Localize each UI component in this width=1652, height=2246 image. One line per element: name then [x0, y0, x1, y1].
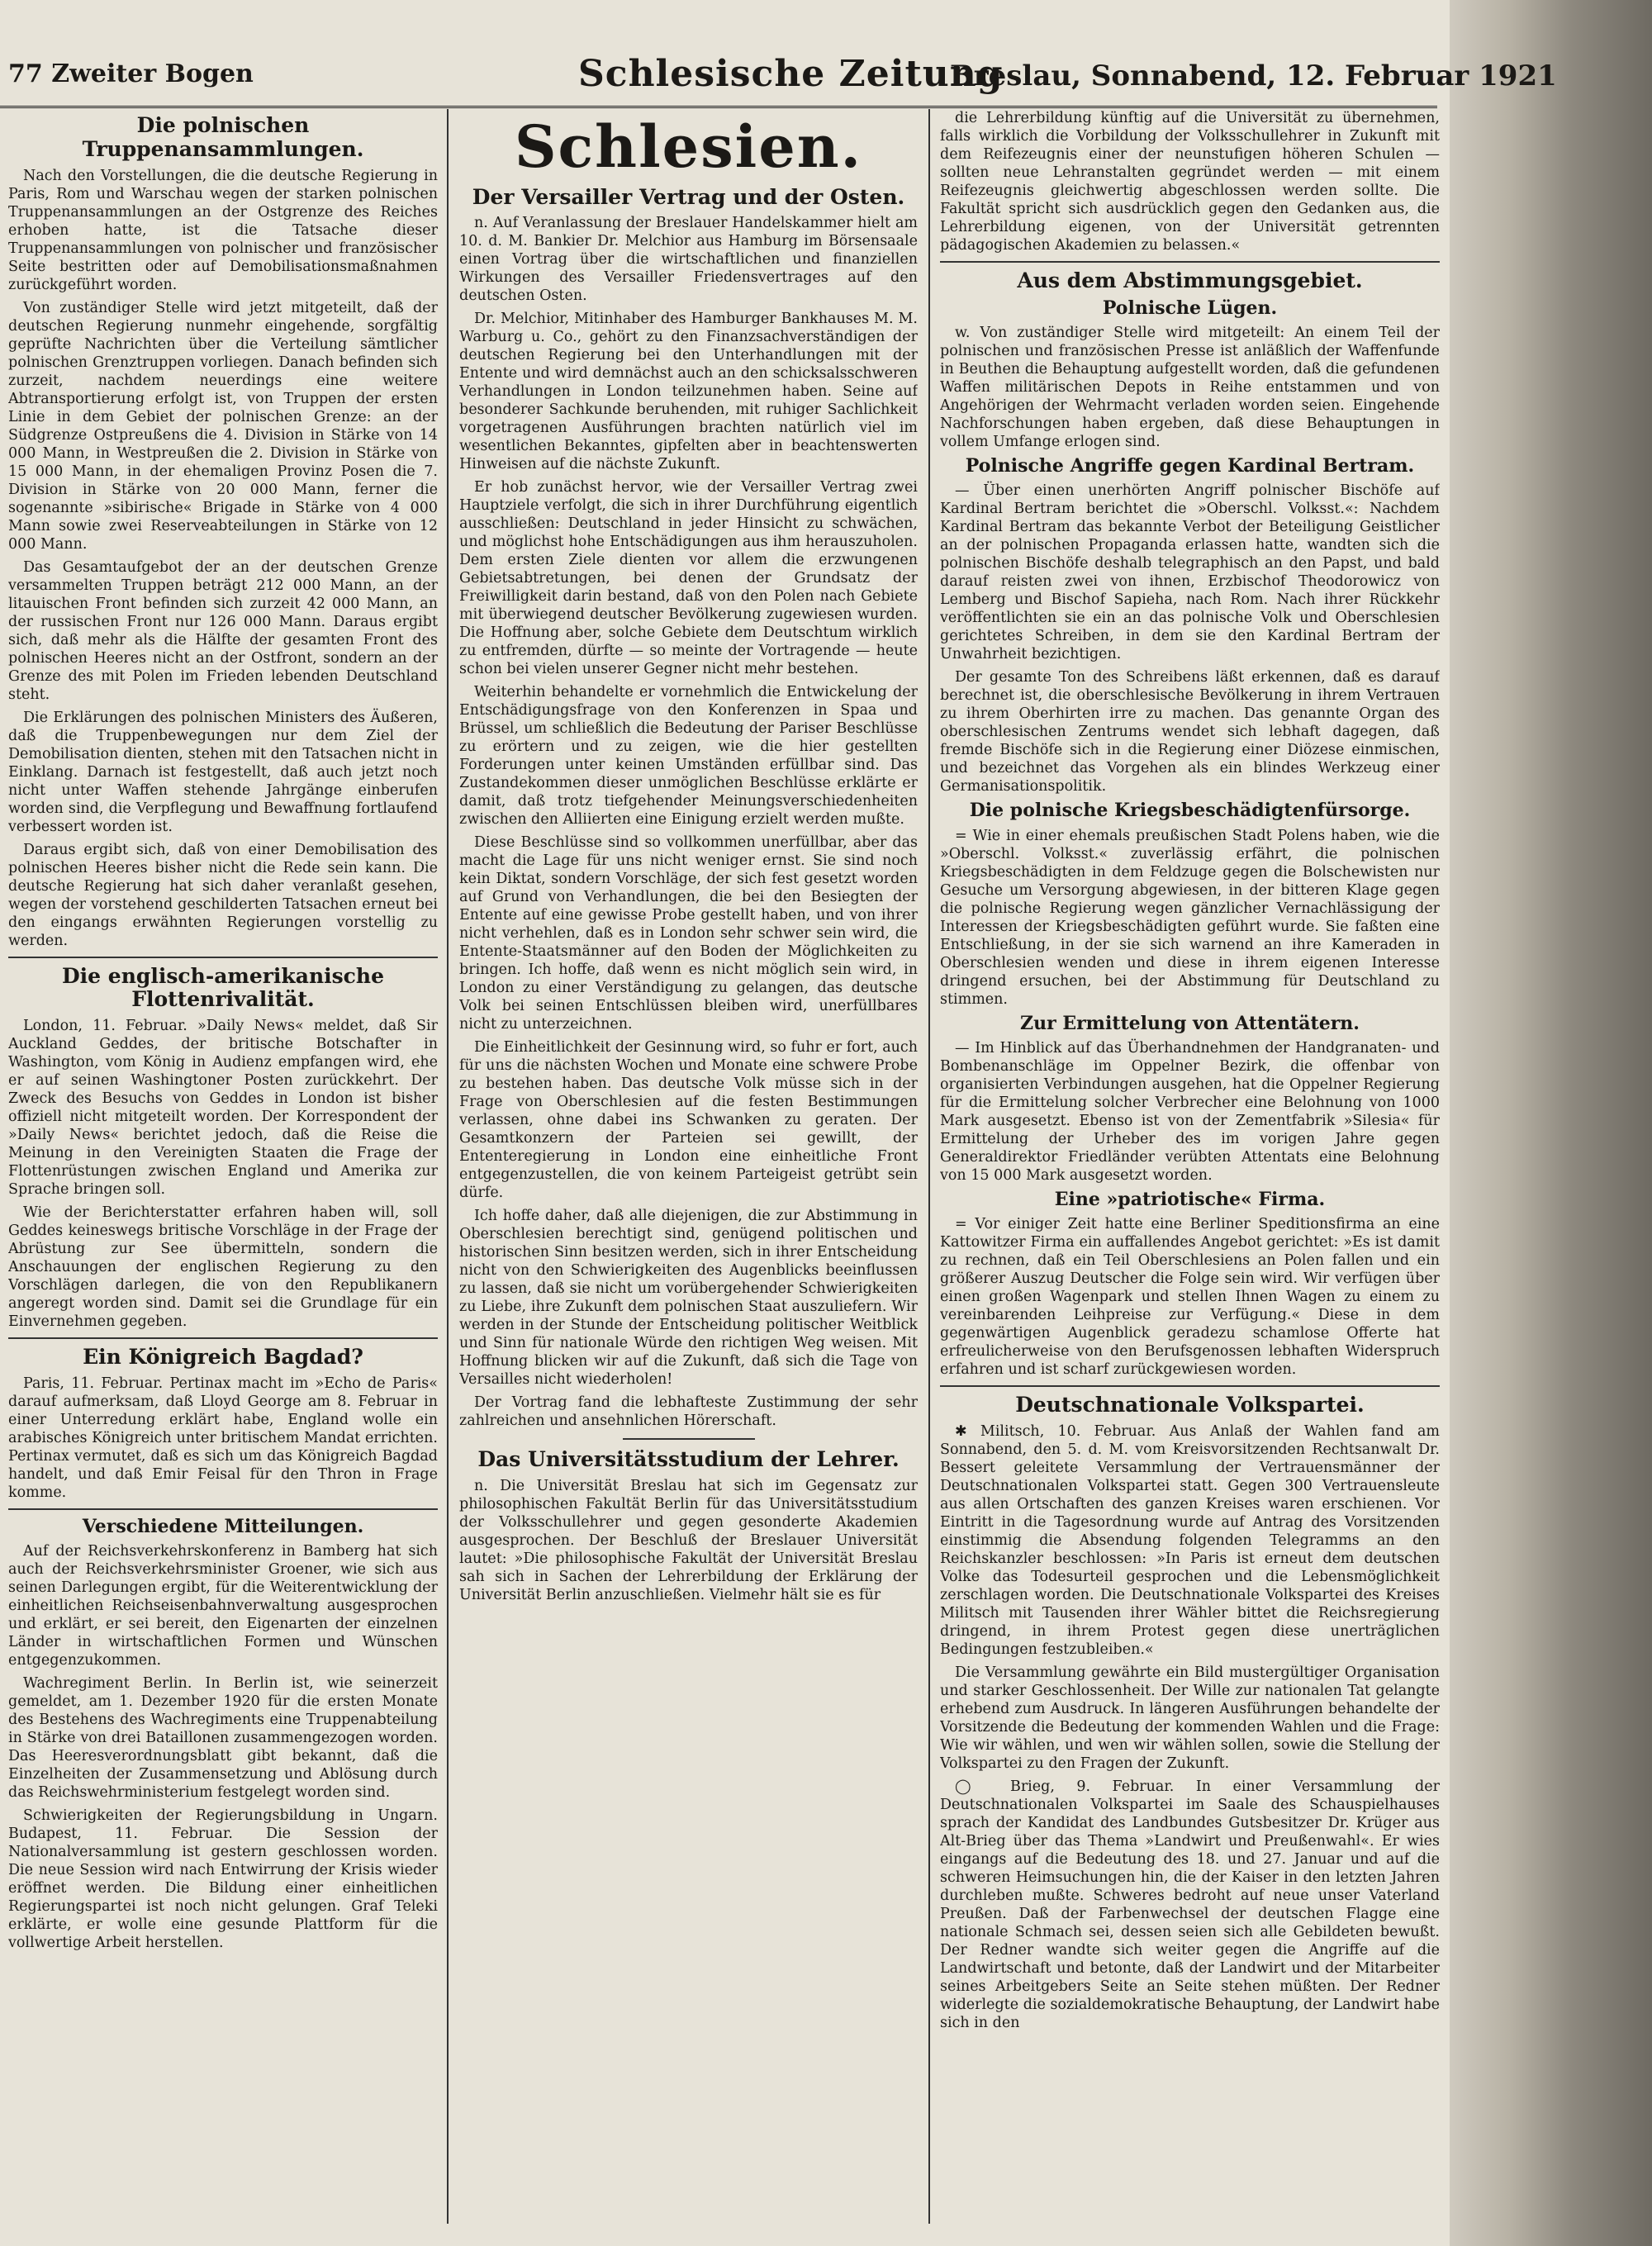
masthead: [0, 48, 1557, 108]
article-paragraph: ✱ Militsch, 10. Februar. Aus Anlaß der Wahlen fand am Sonnabend, den 5. d. M. vom Kreisvorsitzenden Rechtsanwalt Dr. Bessert geleitete Versammlung der Vertrauensmänner der Deutschnationalen Volkspartei statt. Gegen 300 Vertrauensleute aus allen Ortschaften des ganzen Kreises waren erschienen. Vor Eintritt in die Tagesordnung wurde auf Antrag des Vorsitzenden einstimmig die Absendung folgenden Telegramms an den Reichskanzler beschlossen: »In Paris ist erneut dem deutschen Volke das Todesurteil gesprochen und die Lebensmöglichkeit zerschlagen worden. Die Deutschnationale Volkspartei des Kreises Militsch mit Tausenden ihrer Wähler bittet die Reichsregierung dringend, in ihrem Protest gegen diese unerträglichen Bedingungen festzubleiben.«: [940, 1422, 1440, 1658]
section-divider: [8, 1337, 438, 1339]
article-paragraph: Auf der Reichsverkehrskonferenz in Bamberg hat sich auch der Reichsverkehrsminister Groener, wie sich aus seinen Darlegungen ergibt, für die Weiterentwicklung der einheitlichen Reichseisenbahnverwaltung ausgesprochen und erklärt, er sei bereit, den Eigenarten der einzelnen Länder in wirtschaftlichen Formen und Wünschen entgegenzukommen.: [8, 1543, 438, 1669]
article-paragraph: Diese Beschlüsse sind so vollkommen unerfüllbar, aber das macht die Lage für uns nicht weniger ernst. Sie sind noch kein Diktat, sondern Vorschläge, der sich fest gesetzt worden auf Grund von Verhandlungen, die bei den Besiegten der Entente auf eine gewisse Probe gestellt haben, und von ihrer nicht verhehlen, daß es in London sehr schwer sein wird, die Entente-Staatsmänner auf den Boden der Möglichkeiten zu bringen. Ich hoffe, daß wenn es nicht möglich sein wird, in London zu einer Verständigung zu gelangen, das deutsche Volk bei seinen Entschlüssen bleiben wird, unerfüllbares nicht zu unterzeichnen.: [459, 834, 918, 1033]
article-paragraph: Dr. Melchior, Mitinhaber des Hamburger Bankhauses M. M. Warburg u. Co., gehört zu den Finanzsachverständigen der deutschen Regierung bei den Unterhandlungen mit der Entente und wird demnächst auch an den schicksalsschweren Verhandlungen in London teilzunehmen haben. Seine auf besonderer Sachkunde beruhenden, mit ruhiger Sachlichkeit vorgetragenen Ausführungen brachten natürlich viel im wesentlichen Bekanntes, gipfelten aber in beachtenswerten Hinweisen auf die nächste Zukunft.: [459, 311, 918, 473]
article-paragraph: Der Vortrag fand die lebhafteste Zustimmung der sehr zahlreichen und ansehnlichen Hörerschaft.: [459, 1394, 918, 1430]
page-number-label: 77 Zweiter Bogen: [8, 59, 254, 88]
article-paragraph: Ich hoffe daher, daß alle diejenigen, die zur Abstimmung in Oberschlesien berechtigt sind, genügend politischen und historischen Sinn besitzen werden, sich in ihrer Entscheidung nicht von den Schwierigkeiten des Augenblicks beeinflussen zu lassen, daß sie nicht um vorübergehender Schwierigkeiten zu Liebe, ihre Zukunft dem polnischen Staat auszuliefern. Wir werden in der Stunde der Entscheidung politischer Weitblick und Sinn für nationale Würde den richtigen Weg weisen. Mit Hoffnung blicken wir auf die Zukunft, daß sich die Tage von Versailles nicht wiederholen!: [459, 1208, 918, 1389]
article-title: Deutschnationale Volkspartei.: [1015, 1393, 1365, 1417]
article-paragraph: n. Auf Veranlassung der Breslauer Handelskammer hielt am 10. d. M. Bankier Dr. Melchior aus Hamburg im Börsensaale einen Vortrag über die wirtschaftlichen und finanziellen Wirkungen des Versailler Friedensvertrages auf den deutschen Osten.: [459, 215, 918, 305]
dateline: Breslau, Sonnabend, 12. Februar 1921: [950, 59, 1557, 93]
article-title: Ein Königreich Bagdad?: [83, 1345, 363, 1369]
article-paragraph: — Im Hinblick auf das Überhandnehmen der Handgranaten- und Bombenanschläge im Oppelner Bezirk, die offenbar von organisierten Verbindungen ausgehen, hat die Oppelner Regierung für die Ermittelung solcher Verbrecher eine Belohnung von 1000 Mark ausgesetzt. Ebenso ist von der Zementfabrik »Silesia« für Ermittelung der Urheber des im vorigen Jahre gegen Generaldirektor Friedländer verübten Attentats eine Belohnung von 15 000 Mark ausgesetzt worden.: [940, 1039, 1440, 1184]
article-paragraph: Der gesamte Ton des Schreibens läßt erkennen, daß es darauf berechnet ist, die oberschlesische Bevölkerung in ihrem Vertrauen zu ihrem Oberhirten irre zu machen. Das genannte Organ des oberschlesischen Zentrums wendet sich lebhaft dagegen, daß fremde Bischöfe sich in die Regierung einer Diözese einmischen, und bezeichnet das Vorgehen als ein blindes Werkzeug einer Germanisationspolitik.: [940, 669, 1440, 795]
article-paragraph: = Wie in einer ehemals preußischen Stadt Polens haben, wie die »Oberschl. Volksst.« zuverlässig erfährt, die polnischen Kriegsbeschädigten in dem Feldzuge gegen die Bolschewisten nur Gesuche um Versorgung abgewiesen, in der bitteren Klage gegen die polnische Regierung wegen gänzlicher Vernachlässigung der Interessen der Kriegsbeschädigten geführt wurde. Sie faßten eine Entschließung, in der sie sich warnend an ihre Kameraden in Oberschlesien wenden und diese in ihrem eigenen Interesse dringend ersuchen, bei der Abstimmung für Deutschland zu stimmen.: [940, 827, 1440, 1008]
article-paragraph: = Vor einiger Zeit hatte eine Berliner Speditionsfirma an eine Kattowitzer Firma ein auffallendes Angebot gerichtet: »Es ist damit zu rechnen, daß ein Teil Oberschlesiens an Polen fallen und ein größerer Auszug Deutscher die Folge sein wird. Wir verfügen über einen großen Wagenpark und stellen Ihnen Wagen zu einem zu vereinbarenden Leihpreise zur Verfügung.« Diese in dem gegenwärtigen Augenblick geradezu schamlose Offerte hat erfreulicherweise von den Berufsgenossen lebhaften Widerspruch erfahren und ist scharf zurückgewiesen worden.: [940, 1216, 1440, 1379]
column-2: [459, 109, 918, 2224]
section-divider: [623, 1438, 755, 1440]
article-paragraph: die Lehrerbildung künftig auf die Universität zu übernehmen, falls wirklich die Vorbildung der Volksschullehrer in Zukunft mit dem Reifezeugnis einer der neunstufigen höheren Schulen — sollten neue Lehranstalten gegründet werden — mit einem Reifezeugnis gleichwertig abgeschlossen werden sollte. Die Fakultät spricht sich ausdrücklich gegen den Gedanken aus, die Lehrerbildung eigenen, von der Universität getrennten pädagogischen Akademien zu belassen.«: [940, 110, 1440, 254]
section-divider: [8, 1508, 438, 1510]
article-paragraph: Paris, 11. Februar. Pertinax macht im »Echo de Paris« darauf aufmerksam, daß Lloyd George am 8. Februar in einer Unterredung erklärt habe, England wolle ein arabisches Königreich unter britischem Mandat errichten. Pertinax vermutet, daß es sich um das Königreich Bagdad handelt, und daß Emir Feisal für den Thron in Frage komme.: [8, 1375, 438, 1501]
article-paragraph: ◯ Brieg, 9. Februar. In einer Versammlung der Deutschnationalen Volkspartei im Saale des Schauspielhauses sprach der Kandidat des Landbundes Gutsbesitzer Dr. Krüger aus Alt-Brieg über das Thema »Landwirt und Preußenwahl«. Er wies eingangs auf die Bedeutung des 18. und 27. Januar und auf die schweren Heimsuchungen hin, die der Kaiser in den letzten Jahren durchleben mußte. Schweres bedroht auf neue unser Vaterland Preußen. Daß der Farbenwechsel der deutschen Flagge eine nationale Schmach sei, dessen seien sich alle Gebildeten bewußt. Der Redner wandte sich weiter gegen die Angriffe auf die Landwirtschaft und betonte, daß der Landwirt und der Mitarbeiter seines Arbeitgebers Seite an Seite stehen müßten. Der Redner widerlegte die sozialdemokratische Behauptung, der Landwirt habe sich in den: [940, 1778, 1440, 2031]
column-3: [940, 109, 1440, 2224]
section-divider: [8, 957, 438, 958]
article-paragraph: London, 11. Februar. »Daily News« meldet, daß Sir Auckland Geddes, der britische Botschafter in Washington, vom König in Audienz empfangen wird, ehe er auf seinen Washingtoner Posten zurückkehrt. Der Zweck des Besuchs von Geddes in London ist bisher offiziell nicht mitgeteilt worden. Der Korrespondent der »Daily News« berichtet jedoch, daß die Reise die Meinung in den Vereinigten Staaten die Frage der Flottenrüstungen zwischen England und Amerika zur Sprache bringen soll.: [8, 1018, 438, 1198]
article-title: Die englisch-amerikanische Flottenrivalität.: [62, 963, 384, 1012]
article-title: Aus dem Abstimmungsgebiet.: [1017, 268, 1363, 292]
article-subtitle: Die polnische Kriegsbeschädigtenfürsorge.: [969, 800, 1411, 822]
article-subtitle: Eine »patriotische« Firma.: [1054, 1188, 1326, 1210]
article-paragraph: Weiterhin behandelte er vornehmlich die Entwickelung der Entschädigungsfrage von den Konferenzen in Spaa und Brüssel, um schließlich die Bedeutung der Pariser Beschlüsse zu erörtern und zu zeigen, wie die hier gestellten Forderungen unter keinen Umständen erfüllbar sind. Das Zustandekommen dieser unmöglichen Beschlüsse erklärte er damit, daß trotz tiefgehender Meinungsverschiedenheiten zwischen den Alliierten eine Einigung erzielt werden mußte.: [459, 684, 918, 829]
column-1: [8, 109, 438, 2224]
article-paragraph: Die Einheitlichkeit der Gesinnung wird, so fuhr er fort, auch für uns die nächsten Wochen und Monate eine schwere Probe zu bestehen haben. Das deutsche Volk müsse sich in der Frage von Oberschlesien auf die festen Bestimmungen verlassen, ohne dabei ins Schwanken zu geraten. Der Gesamtkonzern der Parteien sei gewillt, der Ententeregierung in London eine einheitliche Front entgegenzustellen, die von keinem Parteigeist getrübt sein dürfe.: [459, 1039, 918, 1202]
article-paragraph: Das Gesamtaufgebot der an der deutschen Grenze versammelten Truppen beträgt 212 000 Mann, an der litauischen Front befinden sich zurzeit 42 000 Mann, an der russischen Front nur 126 000 Mann. Daraus ergibt sich, daß mehr als die Hälfte der gesamten Front des polnischen Heeres nicht an der Ostfront, sondern an der Grenze des mit Polen im Frieden lebenden Deutschland steht.: [8, 558, 438, 703]
section-divider: [940, 261, 1440, 263]
article-paragraph: Daraus ergibt sich, daß von einer Demobilisation des polnischen Heeres bisher nicht die Rede sein kann. Die deutsche Regierung hat sich daher veranlaßt gesehen, wegen der vorstehend geschilderten Tatsachen erneut bei den eingangs erwähnten Regierungen vorstellig zu werden.: [8, 841, 438, 949]
article-title: Der Versailler Vertrag und der Osten.: [472, 184, 905, 209]
column-rule: [928, 109, 930, 2224]
article-paragraph: Schwierigkeiten der Regierungsbildung in Ungarn. Budapest, 11. Februar. Die Session der Nationalversammlung ist gestern geschlossen worden. Die neue Session wird nach Entwirrung der Krisis wieder eröffnet werden. Die Bildung einer einheitlichen Regierungspartei ist noch nicht gelungen. Graf Teleki erklärte, er wolle eine gesunde Plattform für die vollwertige Arbeit herstellen.: [8, 1807, 438, 1952]
article-paragraph: n. Die Universität Breslau hat sich im Gegensatz zur philosophischen Fakultät Berlin für das Universitätsstudium der Volksschullehrer und gegen gesonderte Akademien ausgesprochen. Der Beschluß der Breslauer Universität lautet: »Die philosophische Fakultät der Universität Breslau sah sich in Sachen der Lehrerbildung der Erklärung der Universität Berlin anzuschließen. Vielmehr hält sie es für: [459, 1478, 918, 1603]
book-binding: [1450, 0, 1652, 2246]
article-subtitle: Polnische Lügen.: [1102, 297, 1278, 319]
article-title: Das Universitätsstudium der Lehrer.: [477, 1447, 900, 1472]
section-title: Schlesien.: [515, 112, 862, 181]
article-paragraph: Die Versammlung gewährte ein Bild mustergültiger Organisation und starker Geschlossenheit. Der Wille zur nationalen Tat gelangte erhebend zum Ausdruck. In längeren Ausführungen behandelte der Vorsitzende die Bedeutung der kommenden Wahlen und die Frage: Wie wir wählen, und wen wir wählen sollen, sowie die Stellung der Volkspartei zu den Fragen der Zukunft.: [940, 1664, 1440, 1772]
column-rule: [447, 109, 449, 2224]
article-paragraph: Nach den Vorstellungen, die die deutsche Regierung in Paris, Rom und Warschau wegen der starken polnischen Truppenansammlungen an der Ostgrenze des Reiches erhoben hatte, ist die Tatsache dieser Truppenansammlungen von polnischer und französischer Seite bestritten oder auf Demobilisationsmaßnahmen zurückgeführt worden.: [8, 167, 438, 293]
article-title: Verschiedene Mitteilungen.: [82, 1515, 364, 1537]
article-paragraph: Die Erklärungen des polnischen Ministers des Äußeren, daß die Truppenbewegungen nur dem Ziel der Demobilisation dienten, stehen mit den Tatsachen nicht in Einklang. Darnach ist festgestellt, daß auch jetzt noch nicht unter Waffen stehende Jahrgänge einberufen worden sind, die Verpflegung und Bewaffnung fortlaufend verbessert worden ist.: [8, 709, 438, 835]
article-paragraph: Von zuständiger Stelle wird jetzt mitgeteilt, daß der deutschen Regierung nunmehr eingehende, sorgfältig geprüfte Nachrichten über die Verteilung sämtlicher polnischen Grenztruppen vorliegen. Danach befinden sich zurzeit, nachdem neuerdings eine weitere Abtransportierung erfolgt ist, von Truppen der ersten Linie in dem Gebiet der polnischen Grenze: an der Südgrenze Ostpreußens die 4. Division in Stärke von 14 000 Mann, in Westpreußen die 2. Division in Stärke von 15 000 Mann, in der ehemaligen Provinz Posen die 7. Division in Stärke von 20 000 Mann, ferner die sogenannte »sibirische« Brigade in Stärke von 4 000 Mann sowie zwei Reserveabteilungen in Stärke von 12 000 Mann.: [8, 299, 438, 553]
article-paragraph: w. Von zuständiger Stelle wird mitgeteilt: An einem Teil der polnischen und französischen Presse ist anläßlich der Waffenfunde in Beuthen die Behauptung aufgestellt worden, daß die gefundenen Waffen militärischen Depots in Reihe entstammen und von Angehörigen der Wehrmacht verladen worden seien. Eingehende Nachforschungen haben ergeben, daß diese Behauptungen in vollem Umfange erlogen sind.: [940, 325, 1440, 451]
article-paragraph: Er hob zunächst hervor, wie der Versailler Vertrag zwei Hauptziele verfolgt, die sich in ihrer Durchführung eigentlich ausschließen: Deutschland in jeder Hinsicht zu schwächen, und möglichst hohe Entschädigungen aus ihm herauszuholen. Dem ersten Ziele dienten vor allem die erzwungenen Gebietsabtretungen, bei denen der Grundsatz der Freiwilligkeit darin bestand, daß von den Polen nach Gebiete mit überwiegend deutscher Bevölkerung zugewiesen wurden. Die Hoffnung aber, solche Gebiete dem Deutschtum wirklich zu entfremden, dürfte — so meinte der Vortragende — heute schon bei vielen unserer Gegner nicht mehr bestehen.: [459, 479, 918, 678]
article-paragraph: — Über einen unerhörten Angriff polnischer Bischöfe auf Kardinal Bertram berichtet die »Oberschl. Volksst.«: Nachdem Kardinal Bertram das bekannte Verbot der Beteiligung Geistlicher an der polnischen Propaganda erlassen hatte, wandten sich die polnischen Bischöfe deshalb telegraphisch an den Papst, und bald darauf reisten zwei von ihnen, Erzbischof Theodorowicz von Lemberg und Bischof Sapieha, nach Rom. Nach ihrer Rückkehr veröffentlichten sie ein an das polnische Volk und Oberschlesien gerichtetes Schreiben, in dem sie den Kardinal Bertram der Unwahrheit bezichtigen.: [940, 482, 1440, 663]
section-divider: [940, 1385, 1440, 1387]
article-paragraph: Wachregiment Berlin. In Berlin ist, wie seinerzeit gemeldet, am 1. Dezember 1920 für die ersten Monate des Bestehens des Wachregiments eine Truppenabteilung in Stärke von drei Bataillonen zusammengezogen worden. Das Heeresverordnungsblatt gibt bekannt, daß die Einzelheiten der Zusammensetzung und Ablösung durch das Reichswehrministerium festgelegt worden sind.: [8, 1675, 438, 1802]
article-title: Die polnischen Truppenansammlungen.: [82, 113, 364, 161]
article-subtitle: Zur Ermittelung von Attentätern.: [1020, 1012, 1360, 1034]
article-subtitle: Polnische Angriffe gegen Kardinal Bertram.: [965, 455, 1415, 477]
article-paragraph: Wie der Berichterstatter erfahren haben will, soll Geddes keineswegs britische Vorschläge in der Frage der Abrüstung zur See übermitteln, sondern die Anschauungen der englischen Regierung zu den Vorschlägen darlegen, die von den Republikanern angeregt worden sind. Damit sei die Grundlage für ein Einvernehmen gegeben.: [8, 1204, 438, 1330]
newspaper-title: Schlesische Zeitung: [578, 53, 1004, 95]
